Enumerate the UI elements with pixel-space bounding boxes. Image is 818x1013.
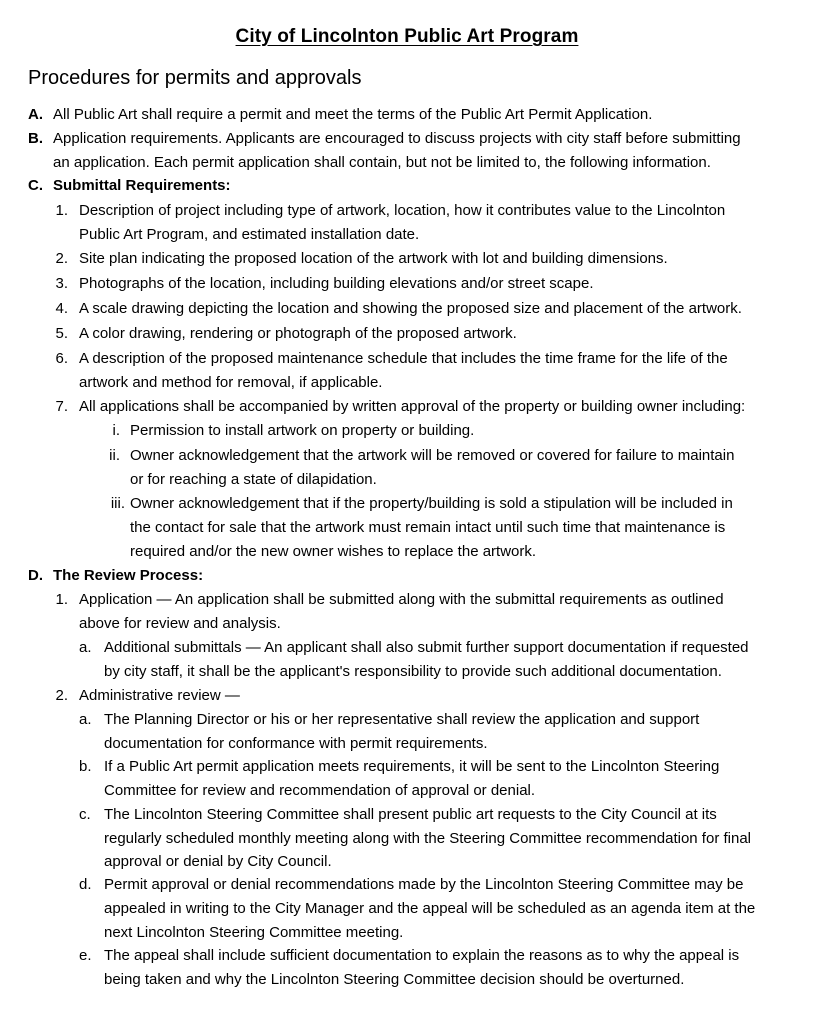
- sublist-item-marker: b.: [79, 758, 92, 775]
- sublist-item-text: being taken and why the Lincolnton Steering Committee decision should be overturned.: [104, 971, 685, 988]
- sublist-item-marker: a.: [79, 639, 92, 656]
- section-a-marker: A.: [28, 106, 43, 123]
- sublist-item-text: The appeal shall include sufficient documentation to explain the reasons as to why the appeal is: [104, 947, 740, 964]
- list-item-text: All applications shall be accompanied by written approval of the property or building owner including:: [79, 398, 746, 415]
- sublist-item-marker: d.: [79, 876, 92, 893]
- list-item-text: Application — An application shall be submitted along with the submittal requirements as outlined: [79, 591, 724, 608]
- list-item-text: Administrative review —: [79, 687, 240, 704]
- sublist-item-text: appealed in writing to the City Manager and the appeal will be scheduled as an agenda item at the: [104, 900, 756, 917]
- sublist-item-marker: i.: [112, 422, 120, 439]
- sublist-item-text: Permission to install artwork on property or building.: [130, 422, 475, 439]
- sublist-item-marker: c.: [79, 806, 91, 823]
- section-c-heading: Submittal Requirements:: [53, 177, 231, 194]
- sublist-item-text: Owner acknowledgement that if the property/building is sold a stipulation will be included in: [130, 495, 733, 512]
- section-b-text: Application requirements. Applicants are encouraged to discuss projects with city staff before submitting: [53, 130, 741, 147]
- sublist-item-text: The Planning Director or his or her representative shall review the application and support: [104, 711, 700, 728]
- list-item-marker: 5.: [55, 325, 68, 342]
- section-c-marker: C.: [28, 177, 43, 194]
- sublist-item-text: Additional submittals — An applicant shall also submit further support documentation if requested: [104, 639, 749, 656]
- sublist-item-text: or for reaching a state of dilapidation.: [130, 471, 377, 488]
- sublist-item-marker: e.: [79, 947, 92, 964]
- list-item-text: Description of project including type of artwork, location, how it contributes value to the Lincolnton: [79, 202, 726, 219]
- section-b-text: an application. Each permit application shall contain, but not be limited to, the following information.: [53, 154, 711, 171]
- list-item-marker: 4.: [55, 300, 68, 317]
- list-item-text: A scale drawing depicting the location and showing the proposed size and placement of the artwork.: [79, 300, 742, 317]
- section-d-marker: D.: [28, 567, 43, 584]
- sublist-item-text: The Lincolnton Steering Committee shall present public art requests to the City Council at its: [104, 806, 717, 823]
- list-item-marker: 3.: [55, 275, 68, 292]
- section-d-heading: The Review Process:: [53, 567, 204, 584]
- sublist-item-text: approval or denial by City Council.: [104, 853, 332, 870]
- sublist-item-text: Permit approval or denial recommendations made by the Lincolnton Steering Committee may be: [104, 876, 744, 893]
- list-item-marker: 1.: [55, 591, 68, 608]
- sublist-item-text: regularly scheduled monthly meeting along with the Steering Committee recommendation for final: [104, 830, 751, 847]
- list-item-text: Public Art Program, and estimated installation date.: [79, 226, 420, 243]
- sublist-item-text: required and/or the new owner wishes to replace the artwork.: [130, 543, 537, 560]
- sublist-item-text: documentation for conformance with permit requirements.: [104, 735, 488, 752]
- list-item-text: A description of the proposed maintenance schedule that includes the time frame for the life of the: [79, 350, 728, 367]
- list-item-text: A color drawing, rendering or photograph of the proposed artwork.: [79, 325, 517, 342]
- section-a-text: All Public Art shall require a permit and meet the terms of the Public Art Permit Application.: [53, 106, 653, 123]
- list-item-marker: 6.: [55, 350, 68, 367]
- sublist-item-marker: ii.: [109, 447, 120, 464]
- sublist-item-text: by city staff, it shall be the applicant's responsibility to provide such additional documentation.: [104, 663, 722, 680]
- sublist-item-marker: iii.: [110, 495, 125, 512]
- list-item-text: Photographs of the location, including building elevations and/or street scape.: [79, 275, 594, 292]
- list-item-marker: 7.: [55, 398, 68, 415]
- list-item-marker: 2.: [55, 250, 68, 267]
- sublist-item-text: next Lincolnton Steering Committee meeting.: [104, 924, 404, 941]
- list-item-text: above for review and analysis.: [79, 615, 281, 632]
- list-item-text: Site plan indicating the proposed location of the artwork with lot and building dimensions.: [79, 250, 668, 267]
- sublist-item-text: If a Public Art permit application meets requirements, it will be sent to the Lincolnton Steering: [104, 758, 720, 775]
- sublist-item-text: Committee for review and recommendation of approval or denial.: [104, 782, 536, 799]
- list-item-marker: 2.: [55, 687, 68, 704]
- list-item-marker: 1.: [55, 202, 68, 219]
- sublist-item-text: Owner acknowledgement that the artwork will be removed or covered for failure to maintain: [130, 447, 735, 464]
- sublist-item-marker: a.: [79, 711, 92, 728]
- document-title: City of Lincolnton Public Art Program: [235, 26, 579, 47]
- document-subtitle: Procedures for permits and approvals: [28, 67, 362, 89]
- list-item-text: artwork and method for removal, if applicable.: [79, 374, 383, 391]
- sublist-item-text: the contact for sale that the artwork must remain intact until such time that maintenance is: [130, 519, 726, 536]
- section-b-marker: B.: [28, 130, 43, 147]
